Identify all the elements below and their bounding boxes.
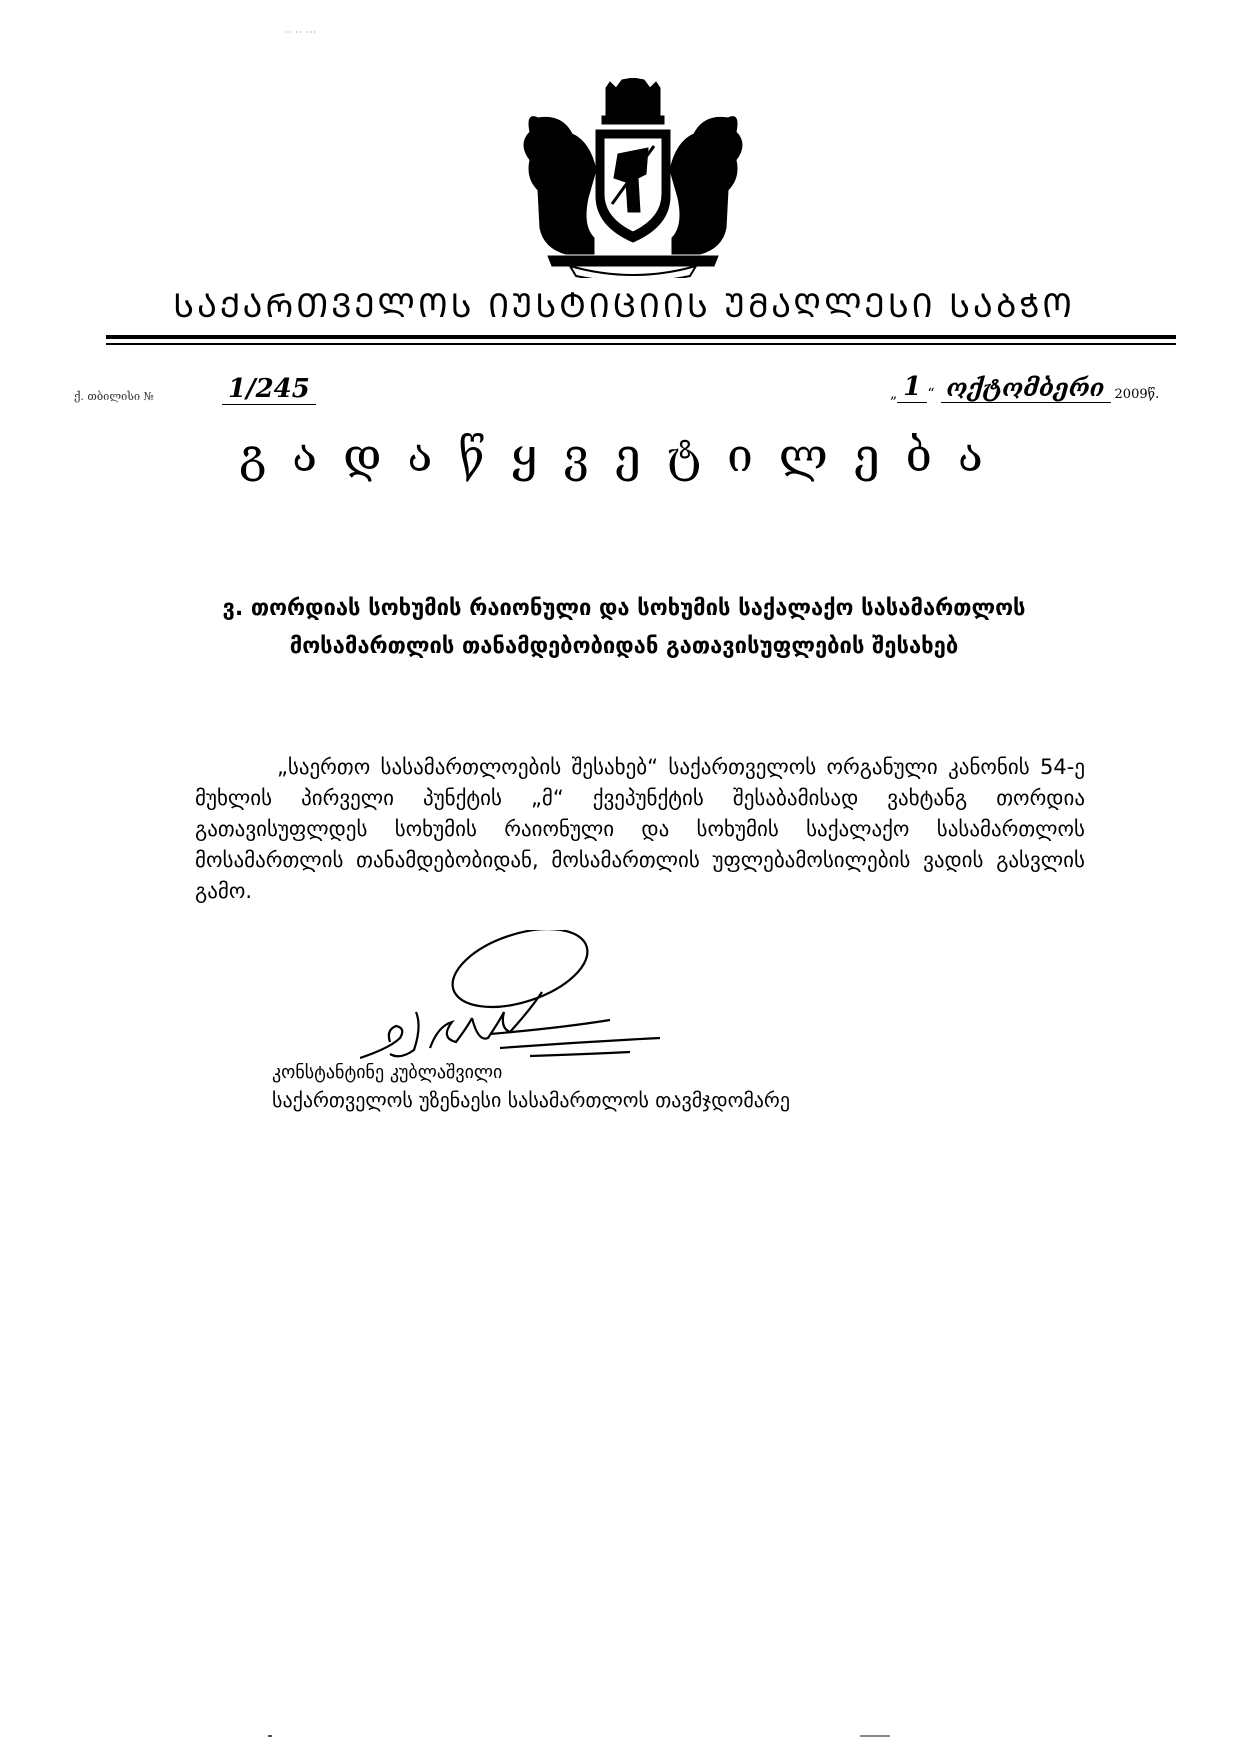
institution-header: ᲡᲐᲥᲐᲠᲗᲕᲔᲚᲝᲡ ᲘᲣᲡᲢᲘᲪᲘᲘᲡ ᲣᲛᲐᲦᲚᲔᲡᲘ ᲡᲐᲑᲭᲝ	[173, 286, 1075, 325]
scan-artifact: ·· ·· ···	[285, 28, 317, 37]
header-rule-thick	[106, 335, 1176, 339]
date-year: 2009წ.	[1114, 387, 1160, 402]
coat-of-arms-emblem	[518, 78, 748, 278]
signer-name: კონსტანტინე კუბლაშვილი	[272, 1062, 503, 1083]
scan-artifact-bottom-left	[268, 1735, 272, 1737]
document-number: 1/245	[222, 374, 316, 405]
date-day: 1	[897, 372, 927, 403]
date-month: ოქტომბერი	[941, 373, 1111, 403]
number-label: ქ. თბილისი №	[74, 390, 154, 403]
document-subject	[160, 590, 1088, 666]
scan-artifact-bottom-right	[860, 1735, 890, 1737]
document-title: გადაწყვეტილება	[239, 428, 1009, 482]
subject-line-2: მოსამართლის თანამდებობიდან გათავისუფლების შესახებ	[289, 634, 959, 659]
signer-title: საქართველოს უზენაესი სასამართლოს თავმჯდომარე	[272, 1088, 790, 1112]
header-rule-thin	[106, 343, 1176, 345]
document-date	[890, 372, 1159, 402]
date-open-quote: „	[890, 386, 898, 402]
decision-body: „საერთო სასამართლოების შესახებ“ საქართველოს ორგანული კანონის 54-ე მუხლის პირველი პუნქტის „მ“ ქვეპუნქტის შესაბამისად ვახტანგ თორდია გათავისუფლდეს სოხუმის რაიონული და სოხუმის საქალაქო სასამართლოს მოსამართლის თანამდებობიდან, მოსამართლის უფლებამოსილების ვადის გასვლის გამო.	[195, 755, 1085, 903]
subject-line-1: ვ. თორდიას სოხუმის რაიონული და სოხუმის საქალაქო სასამართლოს	[222, 596, 1026, 621]
date-close-quote: “	[927, 386, 935, 402]
